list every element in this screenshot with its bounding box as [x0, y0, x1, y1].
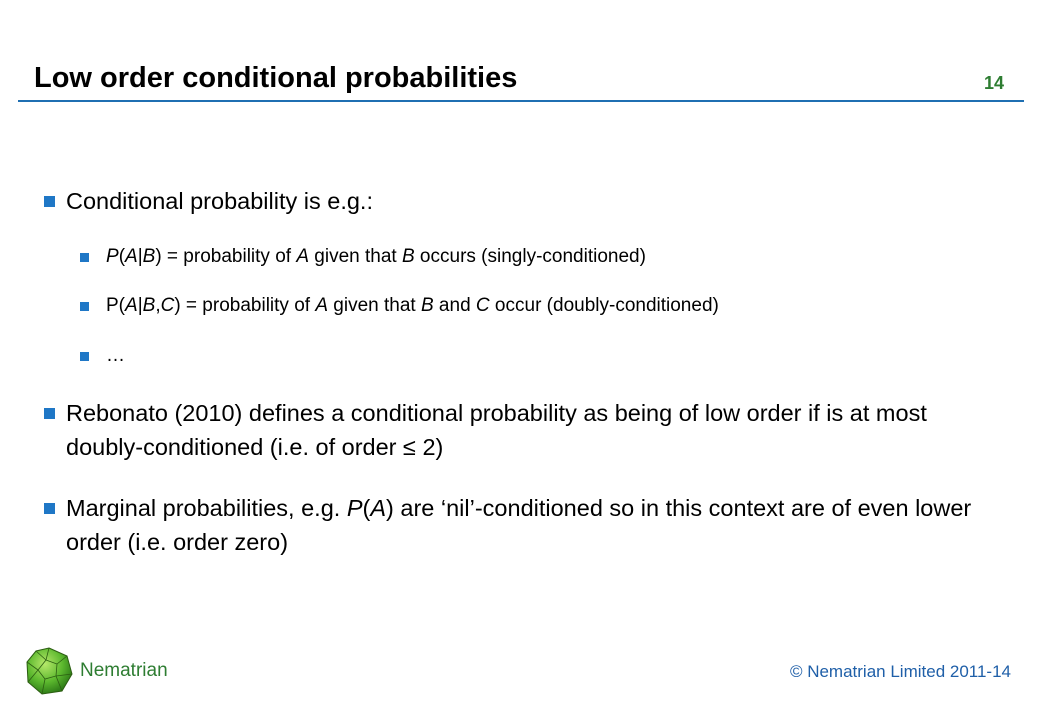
green-polyhedron-logo-icon	[24, 646, 74, 696]
page-number: 14	[984, 73, 1005, 93]
slide-title: Low order conditional probabilities	[34, 62, 518, 94]
sub-bullet-singly-conditioned	[80, 244, 980, 270]
bullet-text: Rebonato (2010) defines a conditional probability as being of low order if is at most doubly-conditioned (i.e. of order ≤ 2)	[66, 400, 927, 460]
bullet-square-icon	[44, 196, 55, 207]
bullet-text: Conditional probability is e.g.:	[66, 188, 373, 214]
bullet-square-icon	[44, 408, 55, 419]
sub-bullet-text: P(A|B) = probability of A given that B occurs (singly-conditioned)	[106, 246, 646, 267]
sub-bullet-doubly-conditioned	[80, 293, 980, 319]
footer-brand-name: Nematrian	[80, 660, 168, 681]
bullet-square-icon	[44, 503, 55, 514]
bullet-square-icon	[80, 253, 89, 262]
bullet-square-icon	[80, 352, 89, 361]
bullet-text: Marginal probabilities, e.g. P(A) are ‘nil’-conditioned so in this context are of even lower order (i.e. order zero)	[66, 495, 972, 555]
bullet-marginal-probabilities	[44, 491, 984, 559]
bullet-square-icon	[80, 302, 89, 311]
bullet-rebonato-definition	[44, 396, 984, 464]
sub-bullet-ellipsis	[80, 343, 980, 369]
sub-bullet-text: P(A|B,C) = probability of A given that B and C occur (doubly-conditioned)	[106, 295, 719, 316]
footer-copyright: © Nematrian Limited 2011-14	[789, 662, 1011, 681]
sub-bullet-text: …	[106, 345, 125, 366]
bullet-conditional-probability	[44, 184, 984, 218]
title-divider	[18, 100, 1024, 102]
